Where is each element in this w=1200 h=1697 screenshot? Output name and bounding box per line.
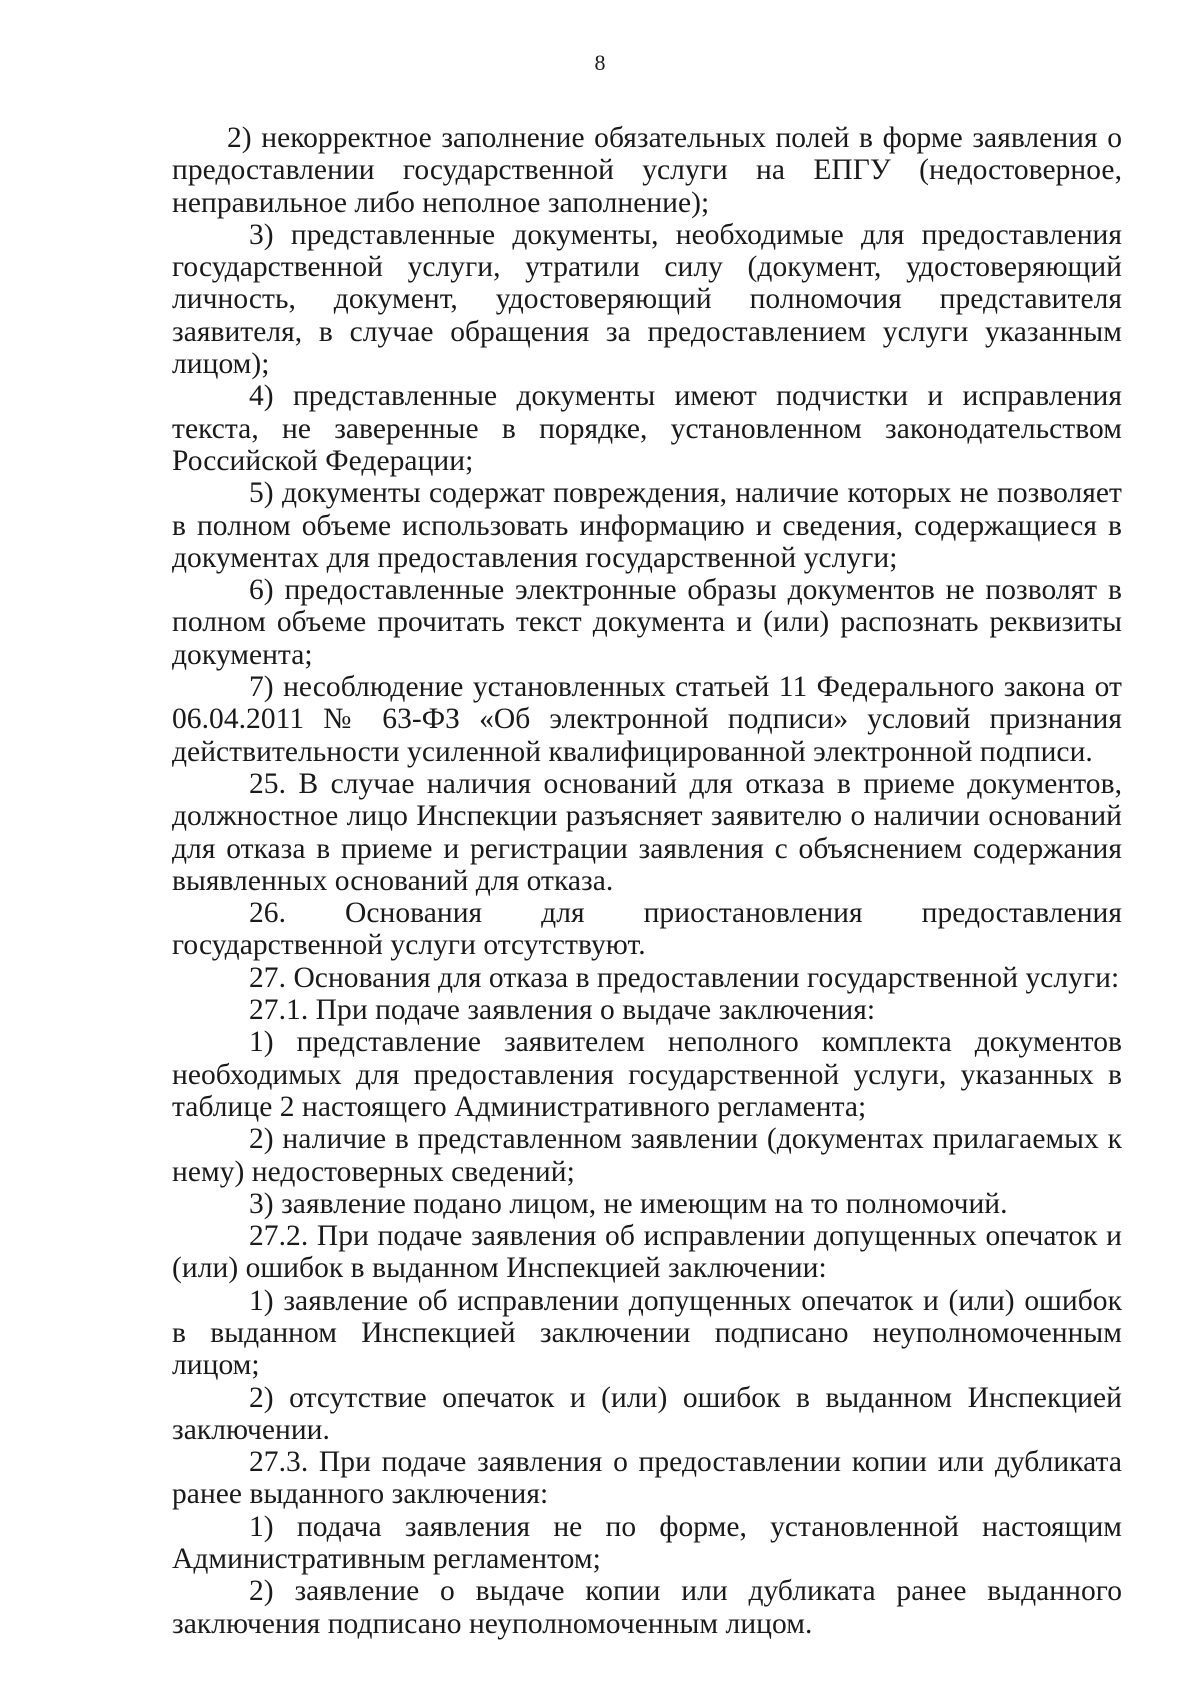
paragraph-item-5-documents-damaged: 5) документы содержат повреждения, наличие которых не позволяет в полном объеме использовать информацию и сведения, содержащиеся в документах для предоставления государственной услуги; (172, 477, 1122, 574)
paragraph-27-1-item-2: 2) наличие в представленном заявлении (документах прилагаемых к нему) недостоверных сведений; (172, 1123, 1122, 1188)
paragraph-item-2-incorrect-form-fields: 2) некорректное заполнение обязательных полей в форме заявления о предоставлении государственной услуги на ЕПГУ (недостоверное, неправильное либо неполное заполнение); (172, 122, 1122, 219)
paragraph-27-2-heading: 27.2. При подаче заявления об исправлении допущенных опечаток и (или) ошибок в выданном Инспекцией заключении: (172, 1220, 1122, 1285)
document-body (172, 122, 1122, 1640)
paragraph-27-1-item-1: 1) представление заявителем неполного комплекта документов необходимых для предоставления государственной услуги, указанных в таблице 2 настоящего Административного регламента; (172, 1026, 1122, 1123)
paragraph-27-2-item-1: 1) заявление об исправлении допущенных опечаток и (или) ошибок в выданном Инспекцией заключении подписано неуполномоченным лицом; (172, 1284, 1122, 1382)
paragraph-27-1-heading: 27.1. При подаче заявления о выдаче заключения: (249, 994, 876, 1027)
paragraph-item-6-electronic-images-unreadable: 6) предоставленные электронные образы документов не позволят в полном объеме прочитать текст документа и (или) распознать реквизиты документа; (172, 574, 1122, 671)
paragraph-26-no-suspension: 26. Основания для приостановления предоставления государственной услуги отсутствуют. (172, 897, 1122, 962)
paragraph-25-refusal-explanation: 25. В случае наличия оснований для отказа в приеме документов, должностное лицо Инспекции разъясняет заявителю о наличии оснований для отказа в приеме и регистрации заявления с объяснением содержания выявленных оснований для отказа. (172, 767, 1122, 897)
page-number: 8 (594, 50, 606, 75)
paragraph-item-3-documents-expired: 3) представленные документы, необходимые для предоставления государственной услуги, утратили силу (документ, удостоверяющий личность, документ, удостоверяющий полномочия представителя заявителя, в случае обращения за предоставлением услуги указанным лицом); (172, 218, 1122, 381)
paragraph-27-3-item-1: 1) подача заявления не по форме, установленной настоящим Административным регламентом; (172, 1510, 1122, 1576)
paragraph-27-1-item-3: 3) заявление подано лицом, не имеющим на то полномочий. (249, 1187, 1008, 1220)
paragraph-27-refusal-grounds: 27. Основания для отказа в предоставлении государственной услуги: (249, 961, 1120, 994)
paragraph-27-2-item-2: 2) отсутствие опечаток и (или) ошибок в выданном Инспекцией заключении. (172, 1381, 1122, 1446)
paragraph-item-4-documents-corrections: 4) представленные документы имеют подчистки и исправления текста, не заверенные в порядке, установленном законодательством Российской Федерации; (172, 380, 1122, 477)
paragraph-item-7-signature-conditions: 7) несоблюдение установленных статьей 11 Федерального закона от 06.04.2011 № 63-ФЗ «Об электронной подписи» условий признания действительности усиленной квалифицированной электронной подписи. (172, 671, 1122, 768)
paragraph-27-3-item-2: 2) заявление о выдаче копии или дубликата ранее выданного заключения подписано неуполномоченным лицом. (172, 1575, 1122, 1640)
paragraph-27-3-heading: 27.3. При подаче заявления о предоставлении копии или дубликата ранее выданного заключения: (172, 1446, 1122, 1511)
